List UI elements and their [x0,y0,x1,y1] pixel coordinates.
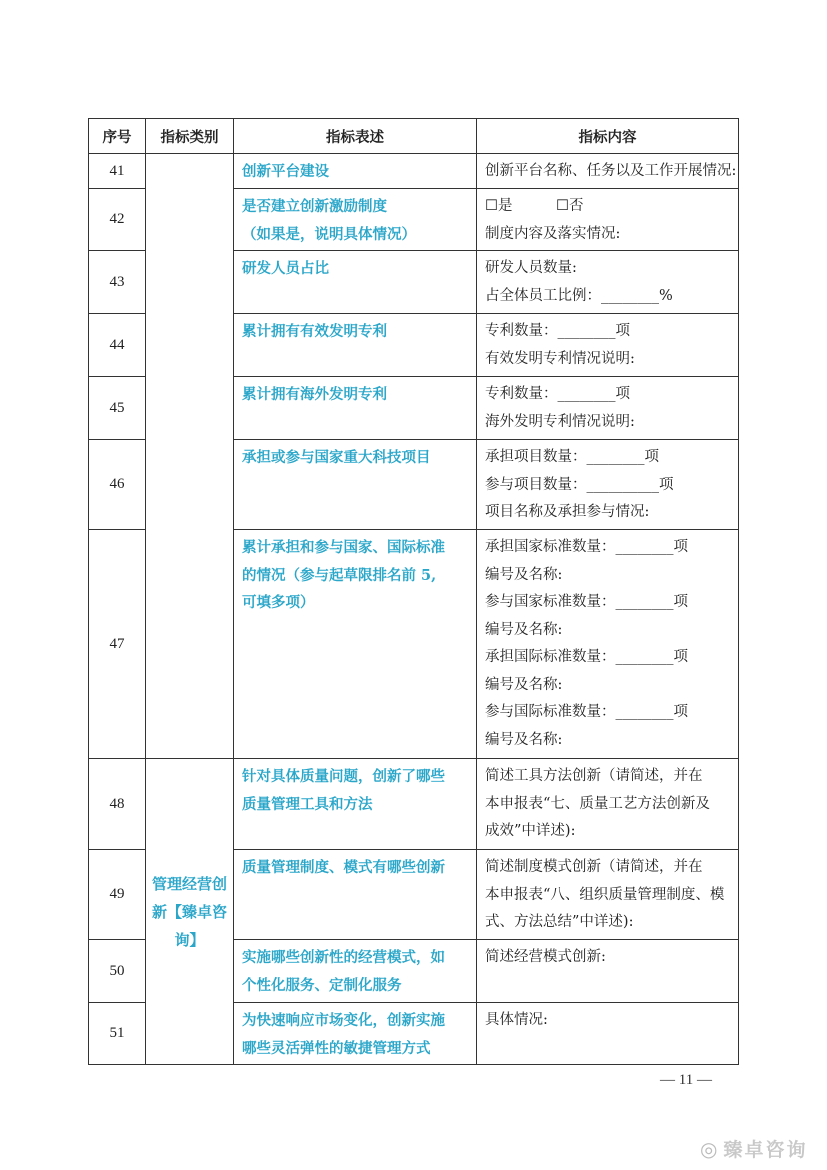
description-line: 的情况（参与起草限排名前 5, [242,566,437,584]
description-line: 针对具体质量问题，创新了哪些 [242,768,445,785]
indicator-content[interactable] [477,850,739,940]
content-line: 占全体员工比例：________% [485,287,673,304]
row-number: 47 [89,530,146,759]
row-number: 51 [89,1003,146,1065]
indicator-content[interactable] [477,154,739,189]
content-line: 专利数量：________项 [485,386,630,402]
row-number: 43 [89,251,146,314]
indicator-description [234,314,477,377]
content-line: 参与国际标准数量：________项 [485,704,688,720]
content-line: 本申报表“八、组织质量管理制度、模 [485,886,725,903]
indicator-description [234,759,477,850]
content-line: 有效发明专利情况说明: [485,350,635,367]
content-line: 简述经营模式创新: [485,949,606,965]
indicator-content[interactable] [477,440,739,530]
content-line: 研发人员数量: [485,260,577,276]
indicator-description [234,1003,477,1065]
description-line: 研发人员占比 [242,260,329,277]
row-number: 49 [89,850,146,940]
description-line: （如果是，说明具体情况） [242,225,416,243]
indicator-description [234,251,477,314]
description-line: 质量管理制度、模式有哪些创新 [242,859,445,876]
content-line: 参与国家标准数量：________项 [485,594,688,610]
row-number: 44 [89,314,146,377]
content-line: 编号及名称: [485,731,563,748]
indicator-description [234,530,477,759]
row-number: 50 [89,940,146,1003]
row-number: 45 [89,377,146,440]
description-line: 实施哪些创新性的经营模式，如 [242,949,445,966]
header-serial: 序号 [89,119,146,154]
content-line: 编号及名称: [485,676,563,693]
description-line: 累计拥有有效发明专利 [242,323,387,340]
category-cell-empty [146,154,234,759]
content-line: 创新平台名称、任务以及工作开展情况: [485,163,737,179]
table-header [89,119,739,154]
indicator-description [234,440,477,530]
header-content: 指标内容 [477,119,739,154]
content-line: 简述工具方法创新（请简述，并在 [485,768,703,784]
description-line: 累计承担和参与国家、国际标准 [242,539,445,556]
indicator-content[interactable] [477,251,739,314]
indicator-table [88,118,739,1065]
content-line: 海外发明专利情况说明: [485,413,635,430]
row-number: 48 [89,759,146,850]
content-line: 编号及名称: [485,621,563,638]
content-line: 具体情况: [485,1012,548,1028]
category-cell: 管理经营创新【臻卓咨询】 [146,759,234,1065]
row-number: 41 [89,154,146,189]
description-line: 个性化服务、定制化服务 [242,976,402,994]
indicator-description [234,850,477,940]
description-line: 创新平台建设 [242,163,329,180]
indicator-content[interactable] [477,377,739,440]
content-line: 编号及名称: [485,566,563,583]
description-line: 是否建立创新激励制度 [242,198,387,215]
row-number: 46 [89,440,146,530]
indicator-content[interactable] [477,1003,739,1065]
indicator-description [234,189,477,251]
content-line: 项目名称及承担参与情况: [485,504,650,520]
content-line: 简述制度模式创新（请简述，并在 [485,859,703,875]
indicator-content[interactable] [477,189,739,251]
header-category: 指标类别 [146,119,234,154]
content-line: 式、方法总结”中详述): [485,914,634,930]
content-line: 本申报表“七、质量工艺方法创新及 [485,795,710,812]
content-line: 承担国际标准数量：________项 [485,649,688,665]
table-row [89,759,739,850]
row-number: 42 [89,189,146,251]
table-row [89,154,739,189]
indicator-content[interactable] [477,759,739,850]
description-line: 为快速响应市场变化，创新实施 [242,1012,445,1029]
indicator-content[interactable] [477,530,739,759]
watermark-text: 臻卓咨询 [723,1139,808,1161]
content-line: 参与项目数量：__________项 [485,476,674,493]
indicator-description [234,940,477,1003]
weibo-icon: ◎ [700,1137,720,1161]
description-line: 可填多项） [242,594,315,611]
content-line: 制度内容及落实情况: [485,225,621,242]
description-line: 累计拥有海外发明专利 [242,386,387,403]
indicator-description [234,377,477,440]
header-description: 指标表述 [234,119,477,154]
indicator-content[interactable] [477,940,739,1003]
indicator-description [234,154,477,189]
content-line: 承担国家标准数量：________项 [485,539,688,555]
description-line: 质量管理工具和方法 [242,795,373,813]
content-line: 专利数量：________项 [485,323,630,339]
page-number: — 11 — [660,1072,712,1088]
description-line: 承担或参与国家重大科技项目 [242,449,431,466]
content-line: 承担项目数量：________项 [485,449,659,465]
indicator-content[interactable] [477,314,739,377]
content-line: 成效”中详述): [485,823,576,839]
content-line: ☐是 ☐否 [485,198,584,214]
description-line: 哪些灵活弹性的敏捷管理方式 [242,1039,431,1057]
watermark [700,1135,807,1162]
